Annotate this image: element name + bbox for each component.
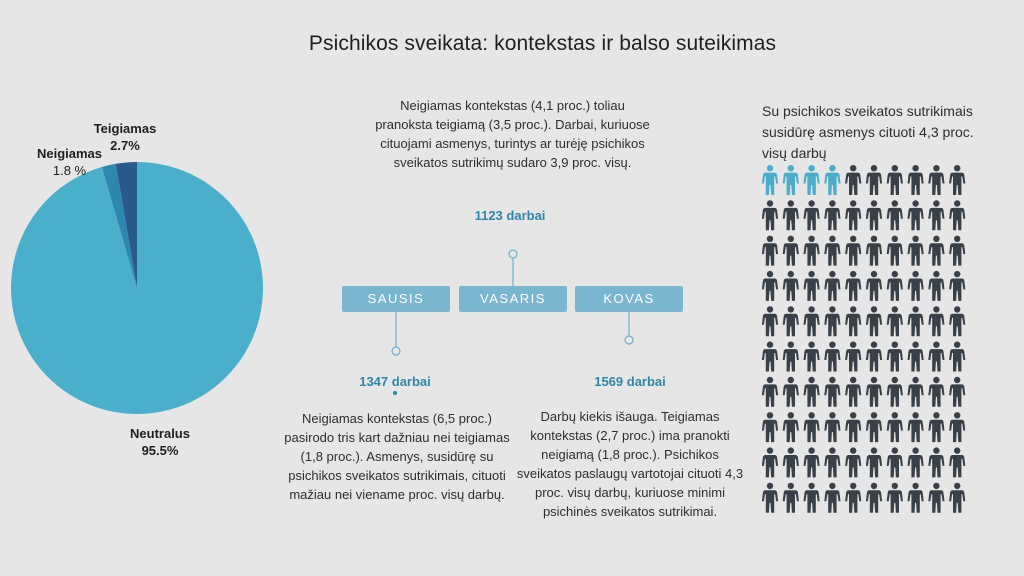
person-icon — [824, 447, 840, 477]
person-icon — [887, 200, 903, 230]
person-icon — [845, 200, 861, 230]
person-icon — [908, 447, 924, 477]
person-icon — [845, 342, 861, 372]
vasaris-description: Neigiamas kontekstas (4,1 proc.) toliau pranoksta teigiamą (3,5 proc.). Darbai, kuriuose cituojami asmenys, turintys ar turėję psichikos sveikatos sutrikimų sudaro 3,9 proc. visų. — [375, 98, 650, 170]
person-icon — [928, 412, 944, 442]
people-pictogram — [760, 165, 970, 525]
person-icon — [928, 342, 944, 372]
person-icon — [866, 306, 882, 336]
person-icon — [887, 377, 903, 407]
person-icon — [845, 271, 861, 301]
person-icon — [866, 200, 882, 230]
pie-label-teigiamas-name: Teigiamas — [93, 121, 157, 136]
person-icon — [908, 342, 924, 372]
person-icon — [804, 271, 820, 301]
pie-label-neutralus-name: Neutralus — [130, 426, 190, 441]
vasaris-count: 1123 darbai — [474, 208, 546, 223]
person-icon — [887, 412, 903, 442]
pie-label-neigiamas-name: Neigiamas — [36, 146, 103, 161]
person-icon — [845, 306, 861, 336]
people-caption: Su psichikos sveikatos sutrikimais susidūrę asmenys cituoti 4,3 proc. visų darbų — [762, 103, 974, 161]
pie-label-neutralus — [110, 425, 210, 459]
person-icon — [845, 236, 861, 266]
person-icon — [949, 236, 965, 266]
person-icon — [887, 165, 903, 195]
sausis-count: 1347 darbai — [359, 374, 431, 389]
person-icon — [949, 342, 965, 372]
person-icon — [908, 306, 924, 336]
person-icon — [804, 412, 820, 442]
person-icon — [908, 377, 924, 407]
person-icon — [845, 377, 861, 407]
person-icon — [783, 271, 799, 301]
person-icon — [928, 271, 944, 301]
person-icon — [866, 165, 882, 195]
person-icon — [845, 165, 861, 195]
person-icon — [887, 306, 903, 336]
person-icon-highlighted — [824, 165, 840, 195]
person-icon — [908, 412, 924, 442]
person-icon — [845, 447, 861, 477]
person-icon — [928, 377, 944, 407]
person-icon — [804, 236, 820, 266]
person-icon — [908, 165, 924, 195]
person-icon — [887, 236, 903, 266]
page-title: Psichikos sveikata: kontekstas ir balso suteikimas — [308, 32, 777, 55]
person-icon — [908, 483, 924, 513]
person-icon — [824, 236, 840, 266]
person-icon — [928, 483, 944, 513]
person-icon — [866, 342, 882, 372]
person-icon — [804, 377, 820, 407]
person-icon — [804, 200, 820, 230]
person-icon — [804, 483, 820, 513]
pie-slice-neutralus — [11, 162, 263, 414]
person-icon — [928, 200, 944, 230]
pie-label-neigiamas-value: 1.8 % — [52, 163, 87, 178]
person-icon — [845, 412, 861, 442]
person-icon — [762, 412, 778, 442]
person-icon — [804, 447, 820, 477]
person-icon — [824, 271, 840, 301]
vasaris-connector-dot — [509, 250, 517, 258]
kovas-connector-dot — [625, 336, 633, 344]
sausis-connector-dot — [392, 347, 400, 355]
person-icon — [887, 483, 903, 513]
person-icon — [824, 342, 840, 372]
person-icon — [866, 447, 882, 477]
person-icon — [887, 447, 903, 477]
person-icon — [824, 377, 840, 407]
person-icon — [928, 236, 944, 266]
person-icon — [824, 412, 840, 442]
person-icon — [866, 483, 882, 513]
person-icon — [928, 165, 944, 195]
person-icon — [804, 306, 820, 336]
person-icon — [887, 342, 903, 372]
person-icon — [908, 271, 924, 301]
person-icon — [866, 271, 882, 301]
person-icon — [783, 236, 799, 266]
person-icon — [908, 200, 924, 230]
person-icon-highlighted — [762, 165, 778, 195]
person-icon — [783, 200, 799, 230]
person-icon — [762, 271, 778, 301]
person-icon — [762, 200, 778, 230]
person-icon — [949, 447, 965, 477]
person-icon — [762, 342, 778, 372]
person-icon — [762, 447, 778, 477]
person-icon — [928, 306, 944, 336]
person-icon — [824, 200, 840, 230]
person-icon — [783, 342, 799, 372]
person-icon — [824, 306, 840, 336]
month-vasaris: VASARIS — [459, 286, 567, 312]
person-icon — [804, 342, 820, 372]
person-icon — [949, 200, 965, 230]
person-icon — [949, 412, 965, 442]
person-icon — [783, 412, 799, 442]
pie-label-neigiamas — [22, 145, 117, 179]
kovas-description: Darbų kiekis išauga. Teigiamas kontekstas (2,7 proc.) ima pranokti neigiamą (1,8 proc.). Psichikos sveikatos paslaugų vartotojai cituoti 4,3 proc. visų darbų, kuriuose minimi psichinės sveikatos sutrikimai. — [516, 409, 744, 519]
person-icon — [762, 483, 778, 513]
person-icon-highlighted — [783, 165, 799, 195]
person-icon — [783, 447, 799, 477]
sausis-description: Neigiamas kontekstas (6,5 proc.) pasirodo tris kart dažniau nei teigiamas (1,8 proc.). Asmenys, susidūrę su psichikos sveikatos sutrikimais, cituoti mažiau nei viename proc. visų darbų. — [284, 411, 510, 502]
person-icon — [762, 306, 778, 336]
person-icon-highlighted — [804, 165, 820, 195]
person-icon — [866, 377, 882, 407]
person-icon — [928, 447, 944, 477]
person-icon — [845, 483, 861, 513]
person-icon — [866, 236, 882, 266]
month-kovas: KOVAS — [575, 286, 683, 312]
person-icon — [866, 412, 882, 442]
person-icon — [949, 377, 965, 407]
person-icon — [949, 483, 965, 513]
person-icon — [783, 306, 799, 336]
person-icon — [824, 483, 840, 513]
person-icon — [887, 271, 903, 301]
person-icon — [949, 165, 965, 195]
sausis-bullet — [393, 391, 397, 395]
person-icon — [762, 236, 778, 266]
person-icon — [762, 377, 778, 407]
person-icon — [783, 377, 799, 407]
pie-label-teigiamas-value: 2.7% — [110, 138, 140, 153]
pie-label-neutralus-value: 95.5% — [141, 443, 179, 458]
person-icon — [908, 236, 924, 266]
person-icon — [949, 306, 965, 336]
person-icon — [783, 483, 799, 513]
person-icon — [949, 271, 965, 301]
kovas-count: 1569 darbai — [594, 374, 666, 389]
month-sausis: SAUSIS — [342, 286, 450, 312]
